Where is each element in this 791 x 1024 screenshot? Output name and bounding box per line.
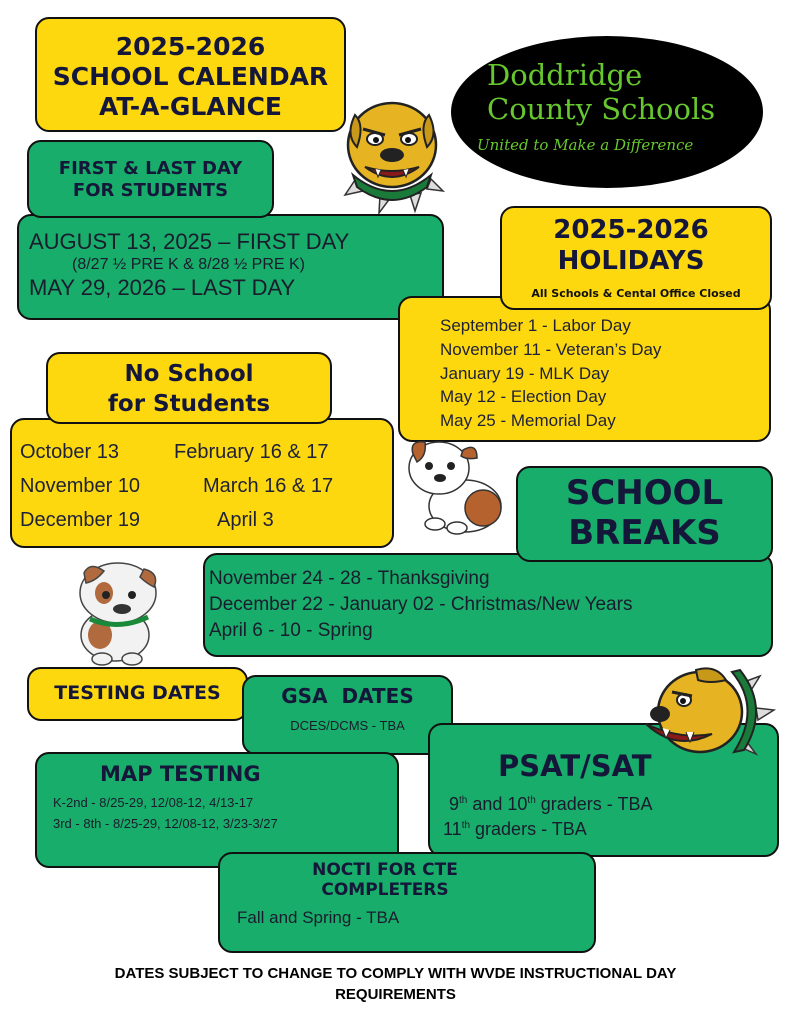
no-school-header-line2: for Students: [107, 391, 271, 417]
map-header: MAP TESTING: [100, 762, 261, 786]
testing-header: TESTING DATES: [54, 682, 221, 704]
break-item: April 6 - 10 - Spring: [209, 620, 373, 641]
holidays-header-line2: HOLIDAYS: [557, 246, 705, 276]
prek-note-text: (8/27 ½ PRE K & 8/28 ½ PRE K): [72, 256, 305, 273]
no-school-date: February 16 & 17: [174, 441, 329, 463]
no-school-date: April 3: [217, 509, 274, 531]
break-item: November 24 - 28 - Thanksgiving: [209, 568, 490, 589]
first-day-text: AUGUST 13, 2025 – FIRST DAY: [29, 229, 350, 254]
title-line3: AT-A-GLANCE: [98, 92, 283, 121]
title-line2: SCHOOL CALENDAR: [52, 62, 329, 91]
gsa-body: DCES/DCMS - TBA: [290, 718, 405, 733]
nocti-header-line1: NOCTI FOR CTE: [312, 860, 458, 880]
breaks-header-line1: SCHOOL: [565, 473, 724, 513]
gsa-header: GSA DATES: [281, 684, 414, 708]
break-item: December 22 - January 02 - Christmas/New Years: [209, 594, 633, 615]
no-school-date: March 16 & 17: [203, 475, 334, 497]
footer-note-line1: DATES SUBJECT TO CHANGE TO COMPLY WITH WVDE INSTRUCTIONAL DAY: [114, 965, 677, 982]
logo-brand-line2: County Schools: [487, 92, 716, 126]
footer-note-line2: REQUIREMENTS: [335, 986, 456, 1003]
no-school-date: October 13: [20, 441, 119, 463]
map-line2: 3rd - 8th - 8/25-29, 12/08-12, 3/23-3/27: [53, 816, 278, 831]
holidays-subheader: All Schools & Cental Office Closed: [531, 287, 741, 300]
nocti-body: Fall and Spring - TBA: [237, 908, 400, 927]
holiday-item: January 19 - MLK Day: [440, 364, 610, 383]
no-school-header-line1: No School: [124, 361, 254, 387]
logo-brand-line1: Doddridge: [487, 58, 643, 92]
first-last-header-box: [27, 140, 274, 218]
bulldog-mascot-side-icon: [636, 662, 776, 762]
holiday-item: May 25 - Memorial Day: [440, 411, 616, 430]
holiday-item: November 11 - Veteran’s Day: [440, 340, 662, 359]
district-logo: [451, 36, 763, 188]
map-line1: K-2nd - 8/25-29, 12/08-12, 4/13-17: [53, 795, 254, 810]
bulldog-sitting-icon: [60, 555, 170, 667]
first-last-header-line2: FOR STUDENTS: [72, 180, 229, 201]
bulldog-mascot-icon: [335, 95, 450, 215]
breaks-header-line2: BREAKS: [568, 513, 721, 553]
bulldog-puppy-icon: [405, 428, 513, 538]
no-school-date: November 10: [20, 475, 141, 497]
holidays-header-line1: 2025-2026: [553, 215, 709, 245]
psat-header: PSAT/SAT: [498, 749, 652, 783]
title-line1: 2025-2026: [115, 32, 266, 61]
first-last-header-line1: FIRST & LAST DAY: [58, 158, 243, 179]
psat-line2: 11th graders - TBA: [443, 819, 587, 839]
holiday-item: September 1 - Labor Day: [440, 316, 631, 335]
psat-line1: 9th and 10th graders - TBA: [449, 794, 653, 814]
no-school-date: December 19: [20, 509, 141, 531]
nocti-header-line2: COMPLETERS: [321, 880, 449, 900]
last-day-text: MAY 29, 2026 – LAST DAY: [29, 275, 296, 300]
holiday-item: May 12 - Election Day: [440, 387, 607, 406]
logo-tagline: United to Make a Difference: [477, 136, 694, 154]
